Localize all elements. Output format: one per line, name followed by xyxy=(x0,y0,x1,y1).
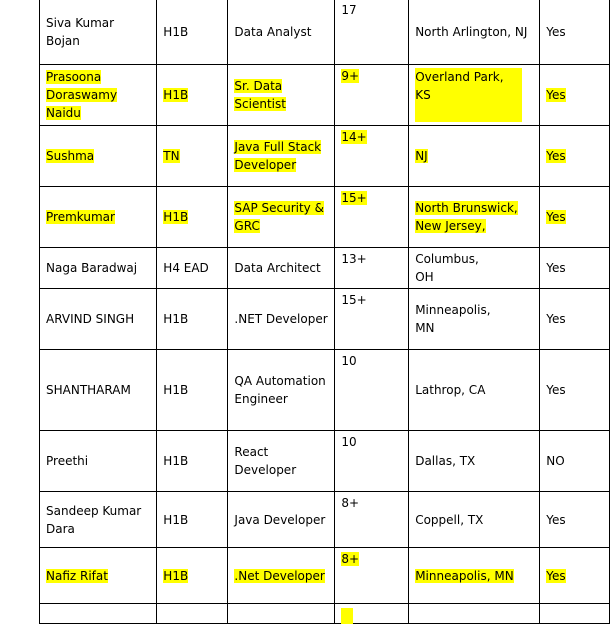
table-row xyxy=(40,0,610,65)
role-cell: QA Automation Engineer xyxy=(228,350,335,431)
relocate-cell: Yes xyxy=(540,289,610,350)
relocate-cell: Yes xyxy=(540,126,610,187)
relocate-cell: Yes xyxy=(540,187,610,248)
location-cell: Columbus, OH xyxy=(409,248,540,289)
relocate-cell: Yes xyxy=(540,350,610,431)
name-cell: Naga Baradwaj xyxy=(40,248,157,289)
experience-cell: 10 xyxy=(335,431,409,492)
visa-cell: H1B xyxy=(157,187,228,248)
relocate-cell: Yes xyxy=(540,548,610,604)
visa-cell: H1B xyxy=(157,548,228,604)
role-cell: SAP Security & GRC xyxy=(228,187,335,248)
experience-cell: 8+ xyxy=(335,548,409,604)
name-cell: Premkumar xyxy=(40,187,157,248)
visa-cell: H1B xyxy=(157,289,228,350)
table-row xyxy=(40,289,610,350)
table-row xyxy=(40,126,610,187)
table-row xyxy=(40,492,610,548)
experience-cell: 14+ xyxy=(335,126,409,187)
visa-cell: H1B xyxy=(157,0,228,65)
location-cell: Overland Park, KS xyxy=(409,65,540,126)
role-cell: Data Analyst xyxy=(228,0,335,65)
experience-cell: 15+ xyxy=(335,187,409,248)
role-cell: Sr. Data Scientist xyxy=(228,65,335,126)
relocate-cell: Yes xyxy=(540,492,610,548)
role-cell: Java Developer xyxy=(228,492,335,548)
name-cell: Nafiz Rifat xyxy=(40,548,157,604)
role-cell: .NET Developer xyxy=(228,289,335,350)
visa-cell: TN xyxy=(157,126,228,187)
role-cell: Java Full Stack Developer xyxy=(228,126,335,187)
experience-cell: 9+ xyxy=(335,65,409,126)
experience-cell: 15+ xyxy=(335,289,409,350)
experience-cell: 13+ xyxy=(335,248,409,289)
relocate-cell: Yes xyxy=(540,248,610,289)
location-cell: NJ xyxy=(409,126,540,187)
table-row xyxy=(40,187,610,248)
experience-cell: 17 xyxy=(335,0,409,65)
name-cell: Sandeep Kumar Dara xyxy=(40,492,157,548)
relocate-cell: Yes xyxy=(540,65,610,126)
visa-cell: H1B xyxy=(157,65,228,126)
role-cell: React Developer xyxy=(228,431,335,492)
role-cell: Data Architect xyxy=(228,248,335,289)
table-row xyxy=(40,248,610,289)
name-cell: Preethi xyxy=(40,431,157,492)
table-row xyxy=(40,548,610,604)
candidates-table xyxy=(39,0,610,624)
experience-cell: 8+ xyxy=(335,492,409,548)
name-cell: Prasoona Doraswamy Naidu xyxy=(40,65,157,126)
visa-cell: H1B xyxy=(157,431,228,492)
location-cell: Minneapolis, MN xyxy=(409,289,540,350)
table-row xyxy=(40,65,610,126)
visa-cell: H1B xyxy=(157,492,228,548)
location-cell: Coppell, TX xyxy=(409,492,540,548)
relocate-cell: NO xyxy=(540,431,610,492)
visa-cell: H4 EAD xyxy=(157,248,228,289)
relocate-cell: Yes xyxy=(540,0,610,65)
name-cell: SHANTHARAM xyxy=(40,350,157,431)
location-cell: Lathrop, CA xyxy=(409,350,540,431)
location-cell: Minneapolis, MN xyxy=(409,548,540,604)
experience-cell: 10 xyxy=(335,350,409,431)
location-cell: Dallas, TX xyxy=(409,431,540,492)
table-row xyxy=(40,431,610,492)
table-row xyxy=(40,350,610,431)
highlight-fragment xyxy=(341,608,353,624)
location-cell: North Arlington, NJ xyxy=(409,0,540,65)
visa-cell: H1B xyxy=(157,350,228,431)
role-cell: .Net Developer xyxy=(228,548,335,604)
name-cell: ARVIND SINGH xyxy=(40,289,157,350)
name-cell: Sushma xyxy=(40,126,157,187)
name-cell: Siva Kumar Bojan xyxy=(40,0,157,65)
location-cell: North Brunswick, New Jersey, xyxy=(409,187,540,248)
